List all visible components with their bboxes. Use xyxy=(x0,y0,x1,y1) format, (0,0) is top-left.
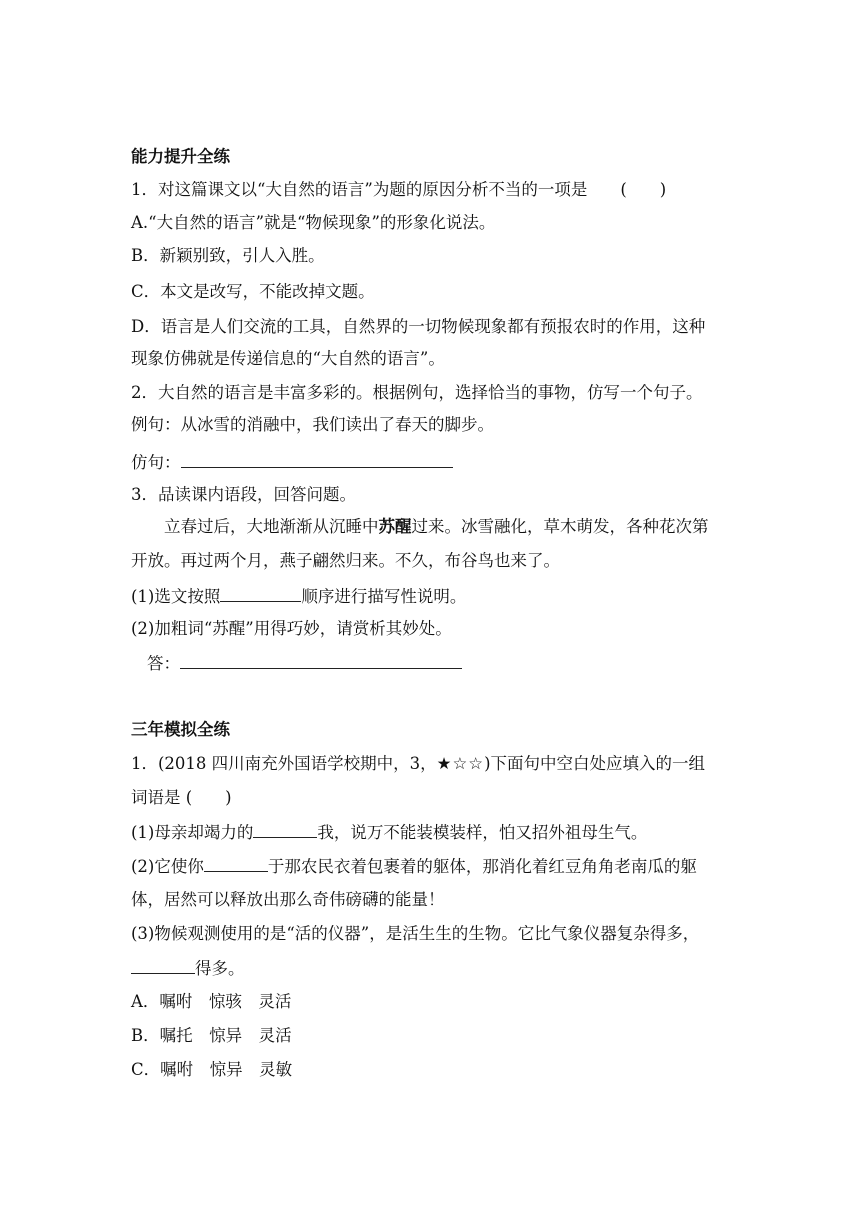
sentence-3-post: 得多。 xyxy=(195,959,245,978)
sentence-3-blank[interactable] xyxy=(131,957,195,974)
section-heading-three-year: 三年模拟全练 xyxy=(131,720,230,739)
sentence-2-pre: (2)它使你 xyxy=(131,857,204,876)
sentence-3-line-2 xyxy=(131,957,245,979)
sentence-2-line-1 xyxy=(131,855,697,877)
sentence-2-post: 于那农民衣着包裹着的躯体，那消化着红豆角角老南瓜的躯 xyxy=(267,857,697,876)
sentence-1-post: 我，说万不能装模装样，怕又招外祖母生气。 xyxy=(317,823,648,842)
sub-question-1-post: 顺序进行描写性说明。 xyxy=(301,587,467,606)
sub-question-2: (2)加粗词“苏醒”用得巧妙，请赏析其妙处。 xyxy=(131,619,452,638)
sub-question-1 xyxy=(131,585,466,607)
passage-bold-word: 苏醒 xyxy=(378,517,412,536)
section-heading-ability: 能力提升全练 xyxy=(131,147,230,166)
stem-pre: 1．(2018 四川南充外国语学校期中，3， xyxy=(131,754,437,773)
example-sentence: 例句：从冰雪的消融中，我们读出了春天的脚步。 xyxy=(131,415,494,434)
question-3-stem: 3．品读课内语段，回答问题。 xyxy=(131,485,356,504)
passage-text-pre: 立春过后，大地渐渐从沉睡中 xyxy=(164,517,379,536)
answer-blank[interactable] xyxy=(180,652,462,669)
passage-line-1 xyxy=(164,516,709,538)
sentence-1-blank[interactable] xyxy=(253,821,317,838)
order-blank[interactable] xyxy=(220,585,301,602)
sentence-1-pre: (1)母亲却竭力的 xyxy=(131,823,254,842)
choice-a: A．嘱咐 惊骇 灵活 xyxy=(131,992,292,1011)
imitate-line xyxy=(131,451,453,473)
option-b: B．新颖别致，引人入胜。 xyxy=(131,246,325,265)
choice-b: B．嘱托 惊异 灵活 xyxy=(131,1026,292,1045)
sentence-1 xyxy=(131,821,647,843)
passage-line-2: 开放。再过两个月，燕子翩然归来。不久，布谷鸟也来了。 xyxy=(131,551,560,570)
answer-label: 答： xyxy=(147,654,180,673)
sentence-3-line-1: (3)物候观测使用的是“活的仪器”，是活生生的生物。它比气象仪器复杂得多， xyxy=(131,924,700,943)
answer-line xyxy=(147,652,462,674)
imitate-answer-blank[interactable] xyxy=(181,451,453,468)
question-2-stem: 2．大自然的语言是丰富多彩的。根据例句，选择恰当的事物，仿写一个句子。 xyxy=(131,383,703,402)
option-d-line-2: 现象仿佛就是传递信息的“大自然的语言”。 xyxy=(131,349,445,368)
choice-c: C．嘱咐 惊异 灵敏 xyxy=(131,1060,293,1079)
option-c: C．本文是改写，不能改掉文题。 xyxy=(131,282,375,301)
imitate-label: 仿句： xyxy=(131,453,181,472)
sub-question-1-pre: (1)选文按照 xyxy=(131,587,221,606)
question-s2-1-stem-line-1 xyxy=(131,753,705,775)
difficulty-stars-icon: ★☆☆ xyxy=(436,754,485,773)
option-d-line-1: D．语言是人们交流的工具，自然界的一切物候现象都有预报农时的作用，这种 xyxy=(131,317,706,336)
question-s2-1-stem-line-2: 词语是 ( ) xyxy=(131,788,232,807)
question-1-stem: 1．对这篇课文以“大自然的语言”为题的原因分析不当的一项是 ( ) xyxy=(131,180,667,199)
sentence-2-line-2: 体，居然可以释放出那么奇伟磅礴的能量！ xyxy=(131,890,445,909)
stem-post: )下面句中空白处应填入的一组 xyxy=(484,754,705,773)
passage-text-post: 过来。冰雪融化，草木萌发，各种花次第 xyxy=(411,517,709,536)
option-a: A.“大自然的语言”就是“物候现象”的形象化说法。 xyxy=(131,213,496,232)
sentence-2-blank[interactable] xyxy=(204,855,268,872)
